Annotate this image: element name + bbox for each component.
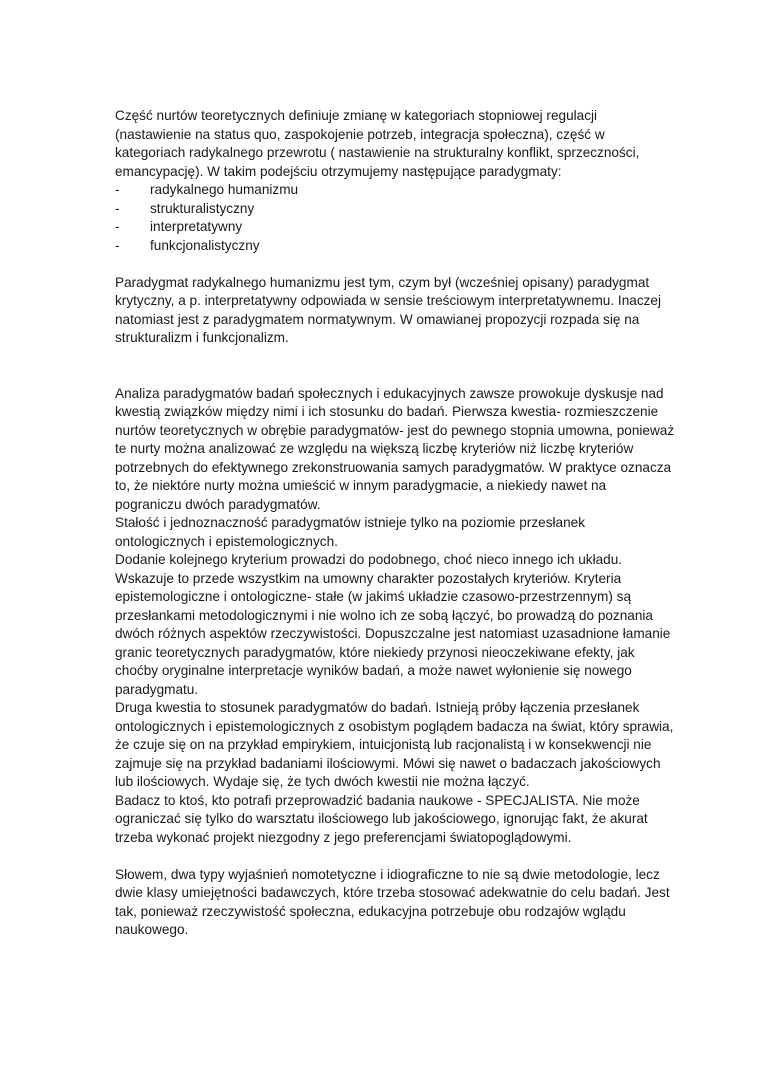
- list-item-label: strukturalistyczny: [150, 200, 255, 216]
- radical-humanism-paragraph: Paradygmat radykalnego humanizmu jest tym, czym był (wcześniej opisany) paradygmat krytyczny, a p. interpretatywny odpowiada w sensie treściowym interpretatywnemu. Inaczej natomiast jest z paradygmatem normatywnym. W omawianej propozycji rozpada się na strukturalizm i funkcjonalizm.: [115, 274, 661, 345]
- second-issue-paragraph: Druga kwestia to stosunek paradygmatów do badań. Istnieją próby łączenia przesłanek ontologicznych i epistemologicznych z osobistym poglądem badacza na świat, który sprawia, że czuje się on na przykład empirykiem, intuicjonistą lub racjonalistą i w konsekwencji nie zajmuje się na przykład badaniami ilościowymi. Mówi się nawet o badaczach jakościowych lub ilościowych. Wydaje się, że tych dwóch kwestii nie można łączyć.: [115, 700, 674, 789]
- researcher-paragraph: Badacz to ktoś, kto potrafi przeprowadzić badania naukowe - SPECJALISTA. Nie może ograniczać się tylko do warsztatu ilościowego lub jakościowego, ignorując fakt, że akurat trzeba wykonać projekt niezgodny z jego preferencjami światopoglądowymi.: [115, 792, 648, 845]
- blank-line: [115, 348, 675, 385]
- list-marker: -: [115, 219, 120, 234]
- paradigm-list: [115, 181, 675, 255]
- intro-paragraph: Część nurtów teoretycznych definiuje zmianę w kategoriach stopniowej regulacji (nastawienie na status quo, zaspokojenie potrzeb, integracja społeczna), część w kategoriach radykalnego przewrotu ( nastawienie na strukturalny konflikt, sprzeczności, emancypację). W takim podejściu otrzymujemy następujące paradygmaty:: [115, 108, 640, 179]
- list-item: [115, 200, 675, 219]
- blank-line: [115, 847, 675, 866]
- list-marker: -: [115, 182, 120, 197]
- conclusion-paragraph: Słowem, dwa typy wyjaśnień nomotetyczne i idiograficzne to nie są dwie metodologie, lecz dwie klasy umiejętności badawczych, które trzeba stosować adekwatnie do celu badań. Jest tak, ponieważ rzeczywistość społeczna, edukacyjna potrzebuje obu rodzajów wglądu naukowego.: [115, 866, 670, 937]
- list-marker: -: [115, 237, 120, 253]
- document-page: [115, 107, 675, 940]
- list-item: [115, 181, 675, 200]
- list-item-label: radykalnego humanizmu: [150, 182, 299, 197]
- criterion-paragraph: Dodanie kolejnego kryterium prowadzi do podobnego, choć nieco innego ich układu. Wskazuje to przede wszystkim na umowny charakter pozostałych kryteriów. Kryteria epistemologiczne i ontologiczne- stałe (w jakimś układzie czasowo-przestrzennym) są przesłankami metodologicznymi i nie wolno ich ze sobą łączyć, bo prowadzą do poznania dwóch różnych aspektów rzeczywistości. Dopuszczalne jest natomiast uzasadnione łamanie granic teoretycznych paradygmatów, które niekiedy przynosi nieoczekiwane efekty, jak choćby oryginalne interpretacje wyników badań, a może nawet wyłonienie się nowego paradygmatu.: [115, 552, 671, 697]
- list-item-label: funkcjonalistyczny: [150, 237, 260, 253]
- list-item: [115, 218, 675, 237]
- analysis-paragraph: Analiza paradygmatów badań społecznych i edukacyjnych zawsze prowokuje dyskusje nad kwestią związków między nimi i ich stosunku do badań. Pierwsza kwestia- rozmieszczenie nurtów teoretycznych w obrębie paradygmatów- jest do pewnego stopnia umowna, ponieważ te nurty można analizować ze względu na większą liczbę kryteriów niż liczbę kryteriów potrzebnych do efektywnego zrekonstruowania samych paradygmatów. W praktyce oznacza to, że niektóre nurty można umieścić w innym paradygmacie, a niekiedy nawet na pograniczu dwóch paradygmatów.: [115, 385, 675, 512]
- list-marker: -: [115, 200, 120, 216]
- list-item: [115, 237, 675, 256]
- blank-line: [115, 255, 675, 274]
- stability-paragraph: Stałość i jednoznaczność paradygmatów istnieje tylko na poziomie przesłanek ontologicznych i epistemologicznych.: [115, 515, 585, 549]
- list-item-label: interpretatywny: [150, 219, 243, 234]
